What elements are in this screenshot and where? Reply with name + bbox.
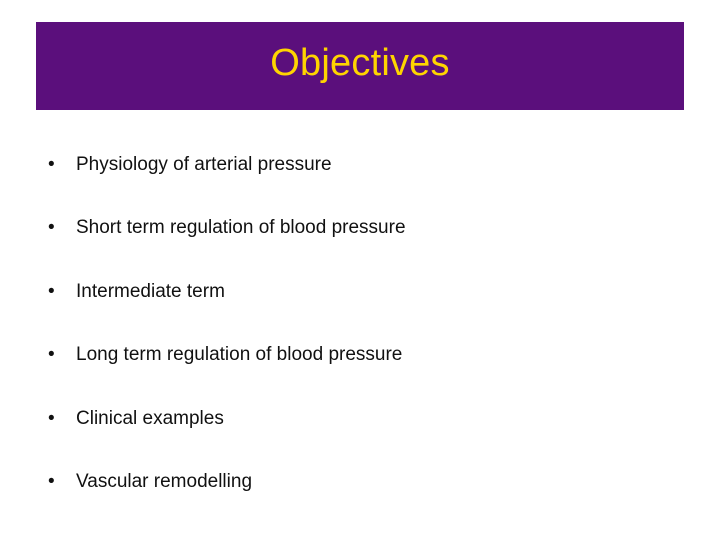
bullet-list <box>48 150 406 531</box>
bullet-dot-icon: • <box>48 471 55 492</box>
bullet-dot-icon: • <box>48 407 55 429</box>
bullet-item <box>48 404 406 433</box>
bullet-item <box>48 150 406 179</box>
bullet-item <box>48 214 406 243</box>
bullet-item <box>48 341 406 370</box>
bullet-dot-icon: • <box>48 217 55 238</box>
bullet-dot-icon: • <box>48 153 55 175</box>
bullet-dot-icon: • <box>48 344 55 365</box>
bullet-text: Vascular remodelling <box>76 471 253 492</box>
bullet-text: Short term regulation of blood pressure <box>76 217 406 238</box>
bullet-text: Intermediate term <box>76 280 225 302</box>
bullet-dot-icon: • <box>48 280 55 302</box>
bullet-item <box>48 277 406 306</box>
bullet-text: Physiology of arterial pressure <box>76 153 332 175</box>
slide-title: Objectives <box>270 42 450 84</box>
bullet-text: Long term regulation of blood pressure <box>76 344 403 365</box>
bullet-item <box>48 468 406 497</box>
title-bar <box>36 22 684 110</box>
bullet-text: Clinical examples <box>76 407 224 429</box>
